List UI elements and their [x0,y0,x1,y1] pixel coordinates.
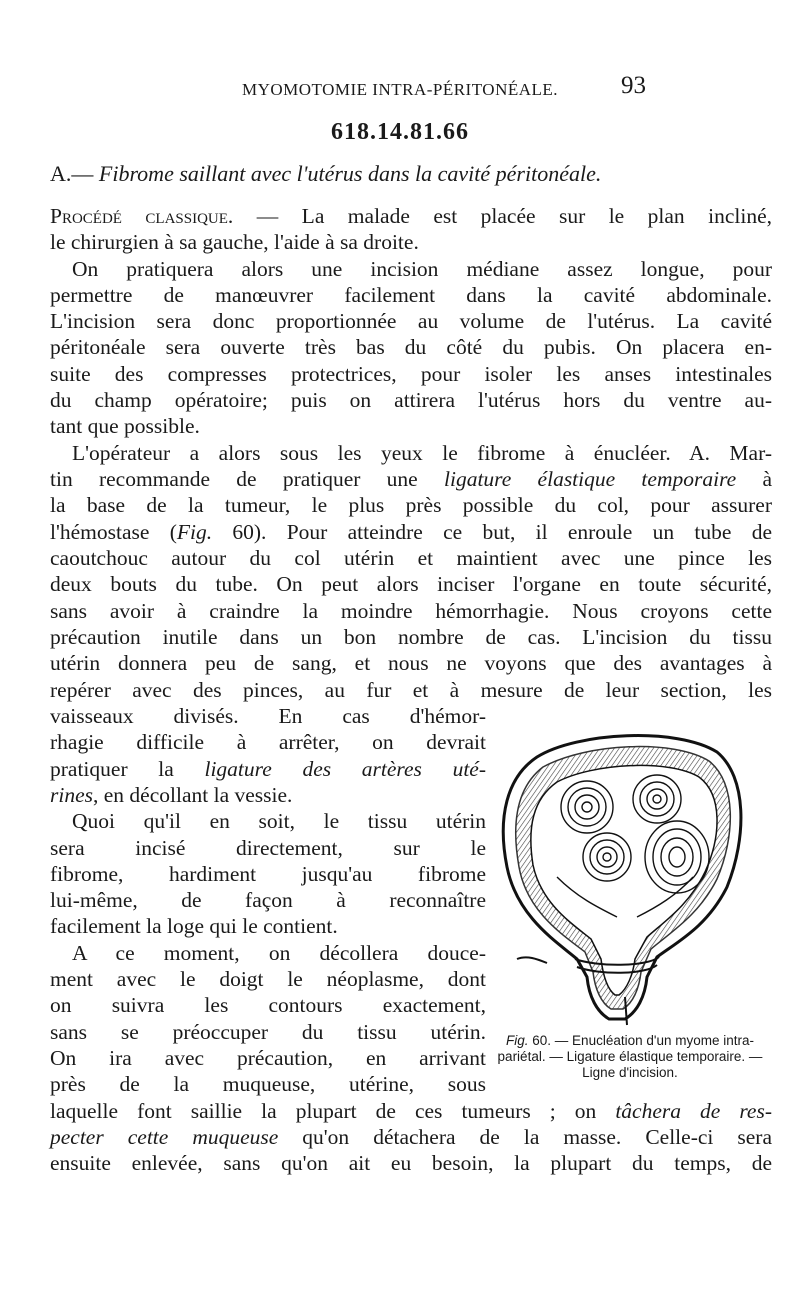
text-line [50,1098,772,1124]
running-head: MYOMOTOMIE INTRA-PÉRITONÉALE. [241,80,559,99]
text-span: à [736,467,772,491]
emphasis: ligature des artères uté- [204,757,486,781]
text-line: le chirurgien à sa gauche, l'aide à sa droite. [50,230,419,254]
procedure-label: Procédé classique. [50,204,234,228]
text-line: sans se préoccuper du tissu utérin. [50,1020,486,1044]
emphasis: rines [50,783,93,807]
emphasis: ligature élastique temporaire [444,467,737,491]
text-line [50,756,486,782]
figure-caption [497,1033,763,1081]
text-line: on suivra les contours exactement, [50,993,486,1017]
text-line [50,1124,772,1150]
text-line: utérin donnera peu de sang, et nous ne voyons que des avantages à [50,651,772,675]
text-line: ensuite enlevée, sans qu'on ait eu besoin, la plupart du temps, de [50,1151,772,1175]
page-number: 93 [621,72,646,99]
caption-label: Fig. [506,1033,529,1048]
text-span: 60). Pour atteindre ce but, il enroule un tube de [212,520,772,544]
text-line [50,782,486,808]
caption-text: 60. — Enucléation d'un myome intra-pariétal. — Ligature élastique temporaire. — Ligne d'incision. [497,1033,763,1080]
text-span: qu'on détachera de la masse. Celle-ci sera [278,1125,772,1149]
classification-number: 618.14.81.66 [331,119,469,145]
text-line: On pratiquera alors une incision médiane assez longue, pour [72,257,772,281]
section-title [50,161,770,187]
text-line [50,466,772,492]
text-line: ment avec le doigt le néoplasme, dont [50,967,486,991]
text-line: sera incisé directement, sur le [50,836,486,860]
text-line: du champ opératoire; puis on attirera l'utérus hors du ventre au- [50,388,772,412]
text-span: laquelle font saillie la plupart de ces tumeurs ; on [50,1099,616,1123]
text-line: On ira avec précaution, en arrivant [50,1046,486,1070]
text-span: — La malade est placée sur le plan incliné, [233,204,773,228]
myoma-illustration [497,727,753,1027]
emphasis: pecter cette muqueuse [50,1125,279,1149]
text-line: Quoi qu'il en soit, le tissu utérin [72,809,486,833]
text-span: tin recommande de pratiquer une [50,467,444,491]
text-line: fibrome, hardiment jusqu'au fibrome [50,862,486,886]
text-line: facilement la loge qui le contient. [50,914,338,938]
text-span: , en décollant la vessie. [93,783,293,807]
text-line: vaisseaux divisés. En cas d'hémor- [50,704,486,728]
text-line: sans avoir à craindre la moindre hémorrhagie. Nous croyons cette [50,599,772,623]
text-line: L'incision sera donc proportionnée au volume de l'utérus. La cavité [50,309,772,333]
figure-reference: Fig. [176,520,213,544]
text-span: pratiquer la [50,757,205,781]
text-line: la base de la tumeur, le plus près possible du col, pour assurer [50,493,772,517]
text-line: tant que possible. [50,414,200,438]
text-line: lui-même, de façon à reconnaître [50,888,486,912]
text-line: péritonéale sera ouverte très bas du côté du pubis. On placera en- [50,335,772,359]
text-line: A ce moment, on décollera douce- [72,941,486,965]
section-letter: A.— [50,161,94,186]
text-line: précaution inutile dans un bon nombre de cas. L'incision du tissu [50,625,772,649]
text-line: près de la muqueuse, utérine, sous [50,1072,486,1096]
text-line: permettre de manœuvrer facilement dans la cavité abdominale. [50,283,772,307]
text-line: repérer avec des pinces, au fur et à mesure de leur section, les [50,678,772,702]
text-line: L'opérateur a alors sous les yeux le fibrome à énucléer. A. Mar- [72,441,772,465]
text-line: deux bouts du tube. On peut alors inciser l'organe en toute sécurité, [50,572,772,596]
text-span: l'hémostase ( [50,520,177,544]
text-line [50,203,772,229]
text-line [50,519,772,545]
emphasis: tâchera de res- [615,1099,772,1123]
text-line: caoutchouc autour du col utérin et maintient avec une pince les [50,546,772,570]
text-line: suite des compresses protectrices, pour isoler les anses intestinales [50,362,772,386]
text-line: rhagie difficile à arrêter, on devrait [50,730,486,754]
section-title-text: Fibrome saillant avec l'utérus dans la cavité péritonéale. [98,161,602,186]
